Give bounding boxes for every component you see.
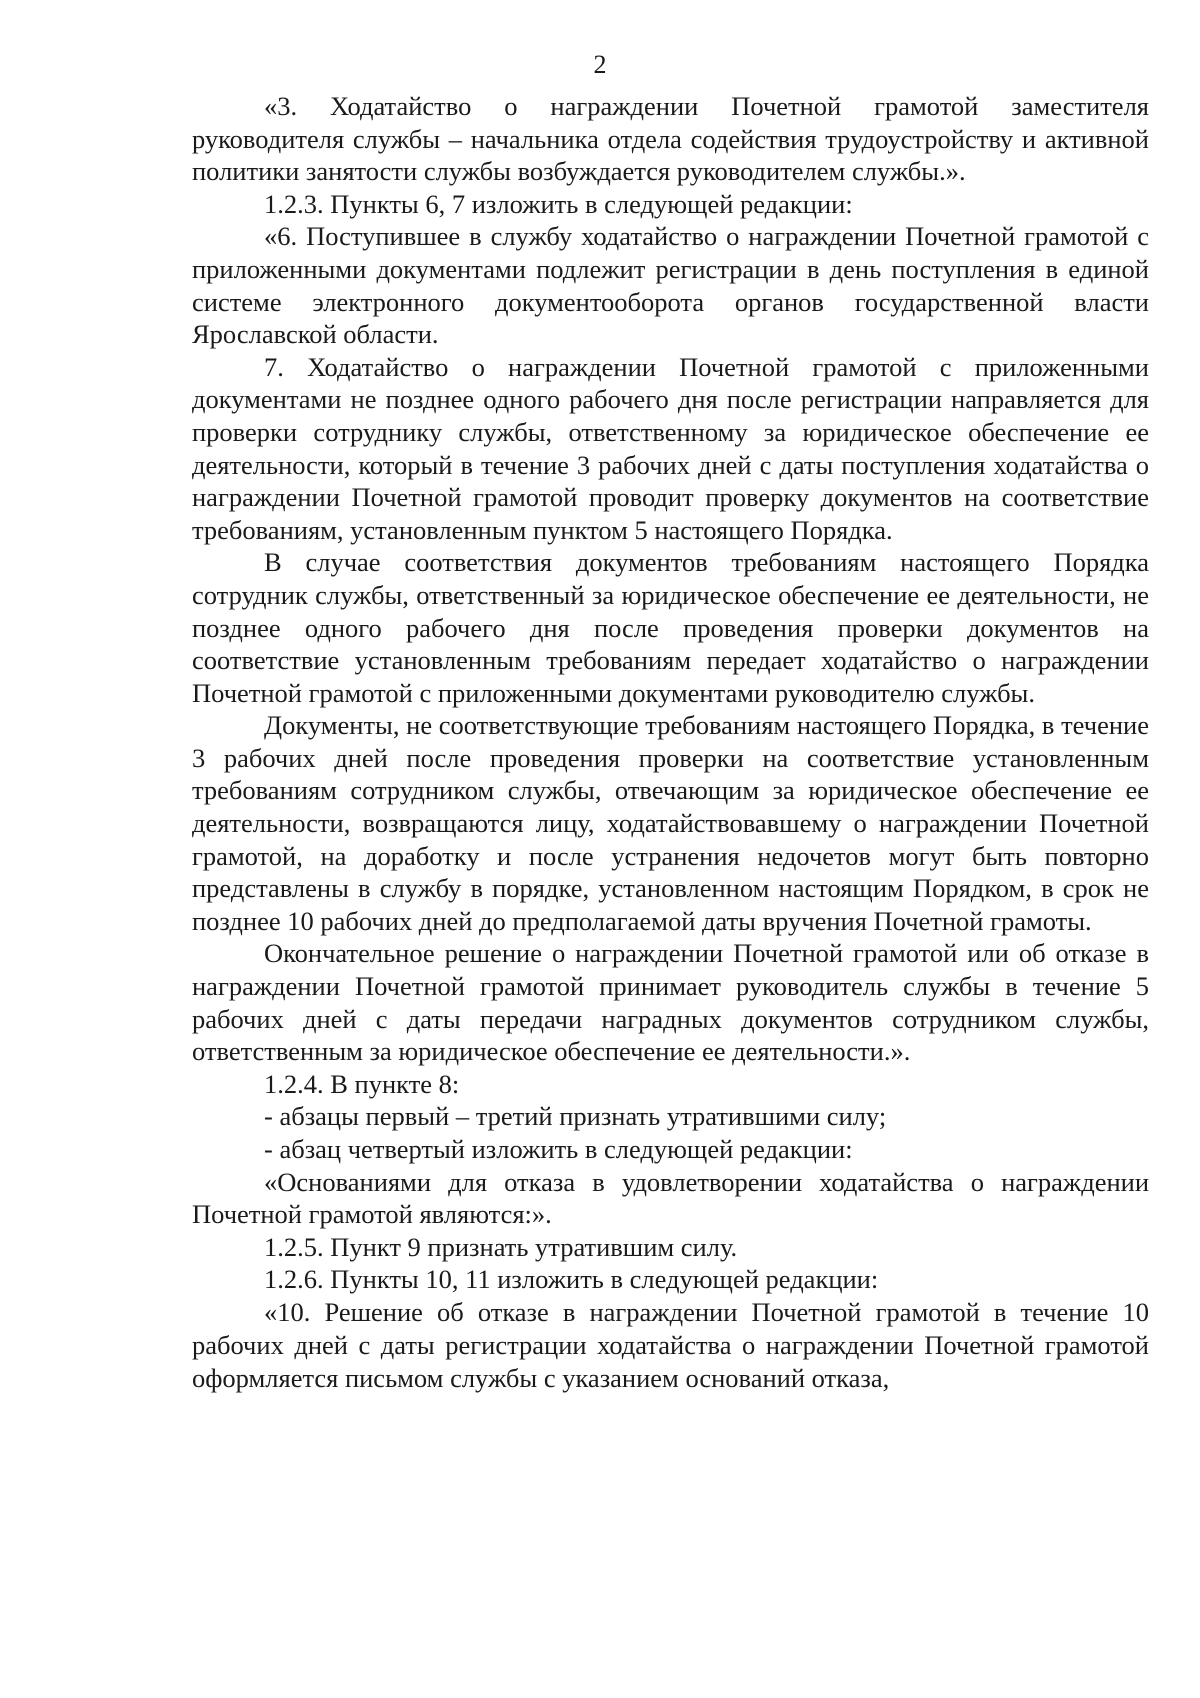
paragraph-1-2-6: 1.2.6. Пункты 10, 11 изложить в следующей редакции:	[264, 1264, 879, 1295]
paragraph-1-2-4: 1.2.4. В пункте 8:	[264, 1068, 460, 1099]
paragraph-item-6: «6. Поступившее в службу ходатайство о награждении Почетной грамотой с приложенными документами подлежит регистрации в день поступления в единой системе электронного документооборота органов государственной власти Ярославской области.	[192, 221, 1149, 350]
page-number: 2	[593, 50, 607, 79]
paragraph-item-3: «3. Ходатайство о награждении Почетной грамотой заместителя руководителя службы – начальника отдела содействия трудоустройству и активной политики занятости службы возбуждается руководителем службы.».	[192, 91, 1149, 187]
paragraph-dash-first: - абзацы первый – третий признать утратившими силу;	[264, 1101, 887, 1132]
paragraph-item-10: «10. Решение об отказе в награждении Почетной грамотой в течение 10 рабочих дней с даты регистрации ходатайства о награждении Почетной грамотой оформляется письмом службы с указанием оснований отказа,	[192, 1296, 1149, 1393]
paragraph-compliance: В случае соответствия документов требованиям настоящего Порядка сотрудник службы, ответственный за юридическое обеспечение ее деятельности, не позднее одного рабочего дня после проведения проверки документов на соответствие установленным требованиям передает ходатайство о награждении Почетной грамотой с приложенными документами руководителю службы.	[192, 547, 1149, 708]
paragraph-dash-fourth: - абзац четвертый изложить в следующей редакции:	[264, 1134, 853, 1164]
paragraph-1-2-3: 1.2.3. Пункты 6, 7 изложить в следующей редакции:	[264, 188, 853, 219]
paragraph-final-decision: Окончательное решение о награждении Почетной грамотой или об отказе в награждении Почетной грамотой принимает руководитель службы в течение 5 рабочих дней с даты передачи наградных документов сотрудником службы, ответственным за юридическое обеспечение ее деятельности.».	[192, 938, 1149, 1067]
paragraph-noncompliance: Документы, не соответствующие требованиям настоящего Порядка, в течение 3 рабочих дней после проведения проверки на соответствие установленным требованиям сотрудником службы, отвечающим за юридическое обеспечение ее деятельности, возвращаются лицу, ходатайствовавшему о награждении Почетной грамотой, на доработку и после устранения недочетов могут быть повторно представлены в службу в порядке, установленном настоящим Порядком, в срок не позднее 10 рабочих дней до предполагаемой даты вручения Почетной грамоты.	[192, 710, 1149, 936]
document-body	[192, 90, 1149, 1395]
paragraph-grounds: «Основаниями для отказа в удовлетворении ходатайства о награждении Почетной грамотой являются:».	[192, 1166, 1149, 1230]
paragraph-1-2-5: 1.2.5. Пункт 9 признать утратившим силу.	[264, 1231, 738, 1262]
paragraph-item-7: 7. Ходатайство о награждении Почетной грамотой с приложенными документами не позднее одного рабочего дня после регистрации направляется для проверки сотруднику службы, ответственному за юридическое обеспечение ее деятельности, который в течение 3 рабочих дней с даты поступления ходатайства о награждении Почетной грамотой проводит проверку документов на соответствие требованиям, установленным пунктом 5 настоящего Порядка.	[192, 351, 1149, 545]
